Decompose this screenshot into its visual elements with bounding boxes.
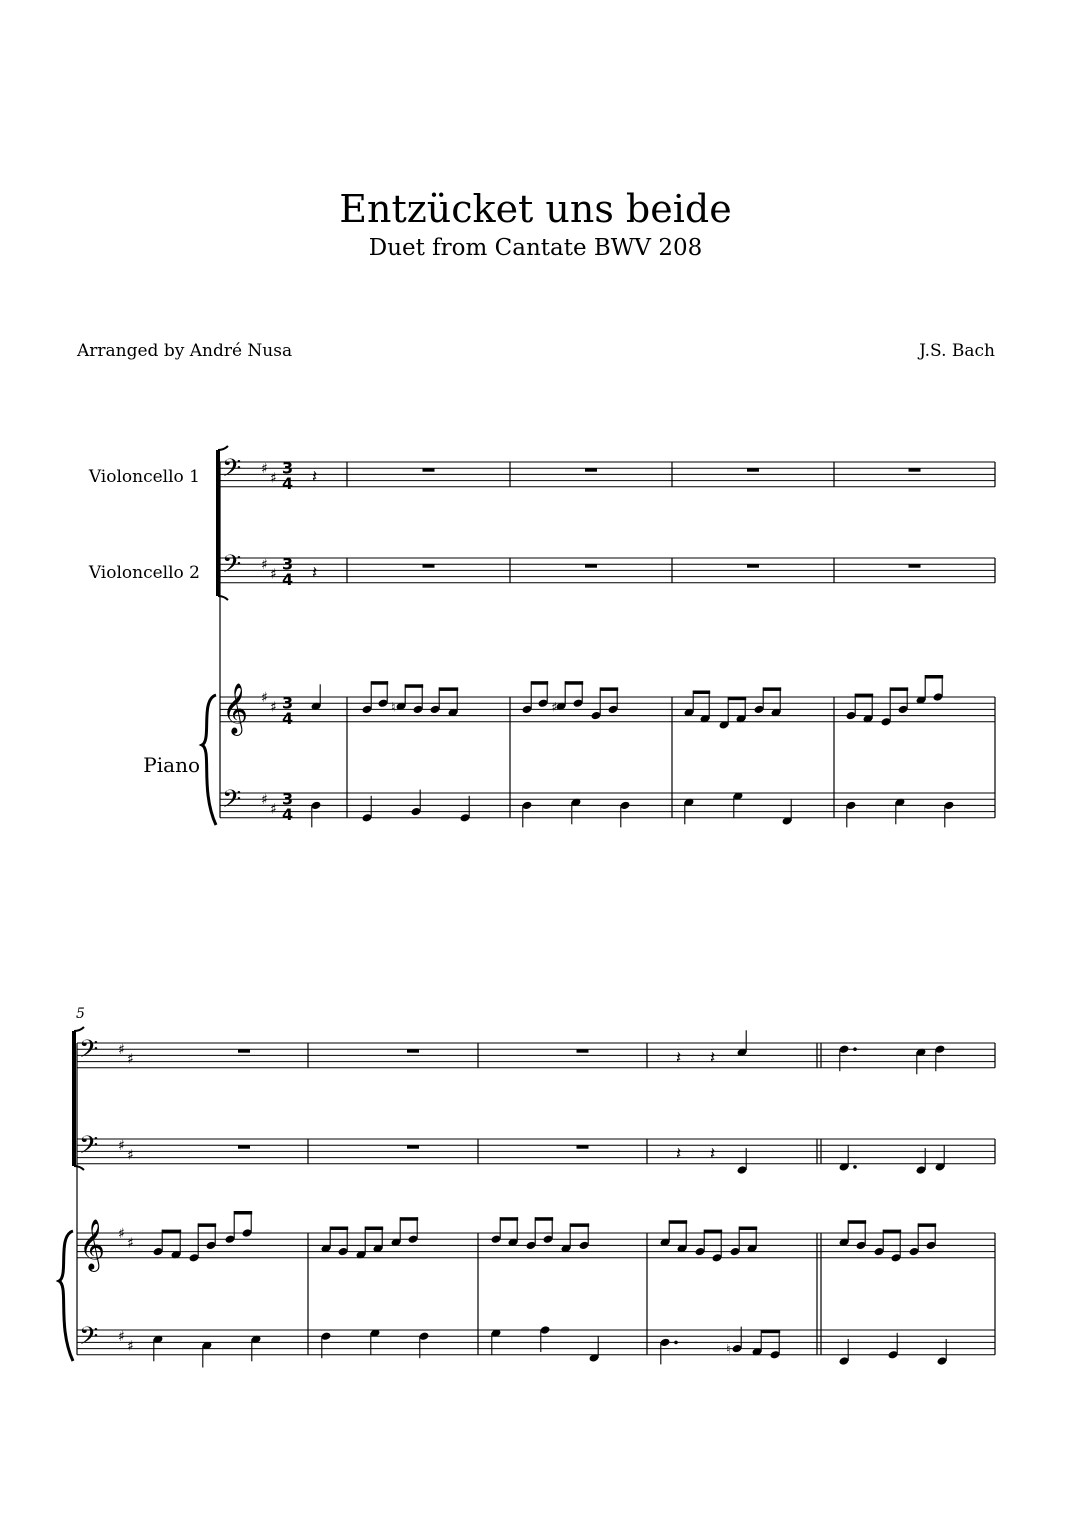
- bass-clef-icon: 𝄢: [222, 550, 242, 586]
- piano-brace: [202, 695, 216, 825]
- quarter-rest-icon: 𝄽: [676, 1047, 682, 1068]
- whole-rest-icon: [909, 564, 921, 568]
- beam: [600, 687, 618, 691]
- treble-clef-icon: 𝄞: [79, 1219, 106, 1271]
- sharp-icon: ♯: [270, 801, 277, 818]
- whole-rest-icon: [238, 1145, 250, 1149]
- composer-credit: J.S. Bach: [919, 341, 995, 361]
- beam: [925, 675, 943, 679]
- beam: [693, 691, 710, 695]
- score-subtitle: Duet from Cantate BWV 208: [368, 235, 703, 261]
- whole-rest-icon: [747, 564, 759, 568]
- sharp-icon: ♯: [127, 1235, 134, 1252]
- sharp-icon: ♯: [118, 1226, 125, 1242]
- time-signature-bottom: 4: [282, 473, 294, 493]
- sharp-icon: ♯: [127, 1338, 134, 1355]
- whole-rest-icon: [407, 1049, 419, 1053]
- instrument-label-piano: Piano: [143, 753, 200, 777]
- bass-clef-icon: 𝄢: [79, 1035, 99, 1071]
- beam: [405, 684, 423, 688]
- beam: [198, 1223, 216, 1227]
- time-signature-top: 3: [282, 458, 294, 478]
- beam: [855, 694, 873, 698]
- sharp-icon: ♯: [261, 792, 268, 809]
- beam: [761, 1330, 780, 1334]
- time-signature-top: 3: [282, 693, 294, 713]
- beam: [535, 1217, 553, 1221]
- beam: [162, 1230, 181, 1234]
- instrument-label-cello2: Violoncello 2: [88, 563, 200, 583]
- whole-rest-icon: [585, 468, 597, 472]
- measure-number: 5: [76, 1006, 85, 1022]
- beam: [330, 1227, 348, 1231]
- dot: [853, 1165, 857, 1169]
- whole-rest-icon: [407, 1145, 419, 1149]
- beam: [883, 1230, 901, 1234]
- time-signature-bottom: 4: [282, 804, 294, 824]
- natural-icon: ♮: [726, 1342, 731, 1358]
- bass-clef-icon: 𝄢: [222, 785, 242, 821]
- sharp-icon: ♯: [118, 1042, 125, 1059]
- beam: [848, 1220, 866, 1224]
- dot: [674, 1341, 678, 1345]
- instrument-label-cello1: Violoncello 1: [88, 467, 200, 487]
- whole-rest-icon: [747, 468, 759, 472]
- whole-rest-icon: [423, 564, 435, 568]
- time-signature-bottom: 4: [282, 569, 294, 589]
- quarter-rest-icon: 𝄽: [676, 1143, 682, 1164]
- sharp-icon: ♯: [270, 699, 277, 716]
- beam: [728, 697, 746, 701]
- quarter-rest-icon: 𝄽: [312, 466, 318, 487]
- quarter-rest-icon: 𝄽: [710, 1143, 716, 1164]
- quarter-rest-icon: 𝄽: [312, 562, 318, 583]
- quarter-rest-icon: 𝄽: [710, 1047, 716, 1068]
- whole-rest-icon: [585, 564, 597, 568]
- sharp-icon: ♯: [127, 1051, 134, 1068]
- natural-icon: ♮: [391, 700, 396, 716]
- arranger-credit: Arranged by André Nusa: [77, 341, 293, 361]
- beam: [570, 1223, 589, 1227]
- sharp-icon: ♯: [261, 690, 268, 706]
- beam: [739, 1227, 757, 1231]
- piano-brace: [59, 1231, 73, 1361]
- whole-rest-icon: [238, 1049, 250, 1053]
- beam: [531, 681, 548, 685]
- beam: [400, 1217, 418, 1221]
- beam: [365, 1227, 383, 1231]
- bass-clef-icon: 𝄢: [222, 454, 242, 490]
- dot: [853, 1047, 857, 1051]
- sharp-icon: ♯: [270, 566, 277, 583]
- time-signature-bottom: 4: [282, 708, 294, 728]
- beam: [704, 1230, 722, 1234]
- sharp-icon: ♯: [118, 1329, 125, 1346]
- beam: [565, 681, 583, 685]
- beam: [890, 687, 908, 691]
- beam: [234, 1211, 252, 1215]
- time-signature-top: 3: [282, 789, 294, 809]
- beam: [439, 687, 458, 691]
- sharp-icon: ♯: [261, 461, 268, 478]
- sharp-icon: ♯: [551, 700, 558, 716]
- sharp-icon: ♯: [118, 1138, 125, 1155]
- whole-rest-icon: [577, 1049, 589, 1053]
- whole-rest-icon: [423, 468, 435, 472]
- sharp-icon: ♯: [270, 470, 277, 487]
- beam: [371, 681, 388, 685]
- bass-clef-icon: 𝄢: [79, 1322, 99, 1358]
- beam: [918, 1223, 936, 1227]
- beam: [763, 687, 781, 691]
- beam: [500, 1217, 518, 1221]
- treble-clef-icon: 𝄞: [222, 683, 249, 735]
- beam: [669, 1220, 687, 1224]
- time-signature-top: 3: [282, 554, 294, 574]
- sharp-icon: ♯: [261, 557, 268, 574]
- bass-clef-icon: 𝄢: [79, 1131, 99, 1167]
- score-title: Entzücket uns beide: [339, 187, 732, 231]
- whole-rest-icon: [909, 468, 921, 472]
- sharp-icon: ♯: [127, 1147, 134, 1164]
- whole-rest-icon: [577, 1145, 589, 1149]
